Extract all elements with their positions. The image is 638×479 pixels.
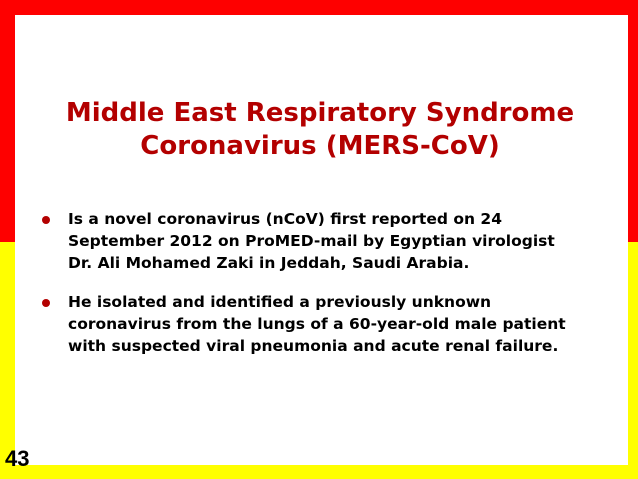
bullet-item: [40, 291, 580, 357]
bullet-text: Is a novel coronavirus (nCoV) first reported on 24 September 2012 on ProMED-mail by Egyptian virologist Dr. Ali Mohamed Zaki in Jeddah, Saudi Arabia.: [68, 210, 555, 272]
bullet-list: [40, 208, 580, 374]
bullet-item: [40, 208, 580, 274]
bullet-dot-icon: [42, 299, 50, 307]
slide-title-line-1: Middle East Respiratory Syndrome: [65, 98, 575, 128]
slide-title-line-2: Coronavirus (MERS-CoV): [140, 131, 500, 161]
bullet-dot-icon: [42, 216, 50, 224]
page-number: 43: [5, 446, 30, 471]
slide-title: [40, 97, 600, 163]
bullet-text: He isolated and identified a previously unknown coronavirus from the lungs of a 60-year-old male patient with suspected viral pneumonia and acute renal failure.: [68, 293, 566, 355]
